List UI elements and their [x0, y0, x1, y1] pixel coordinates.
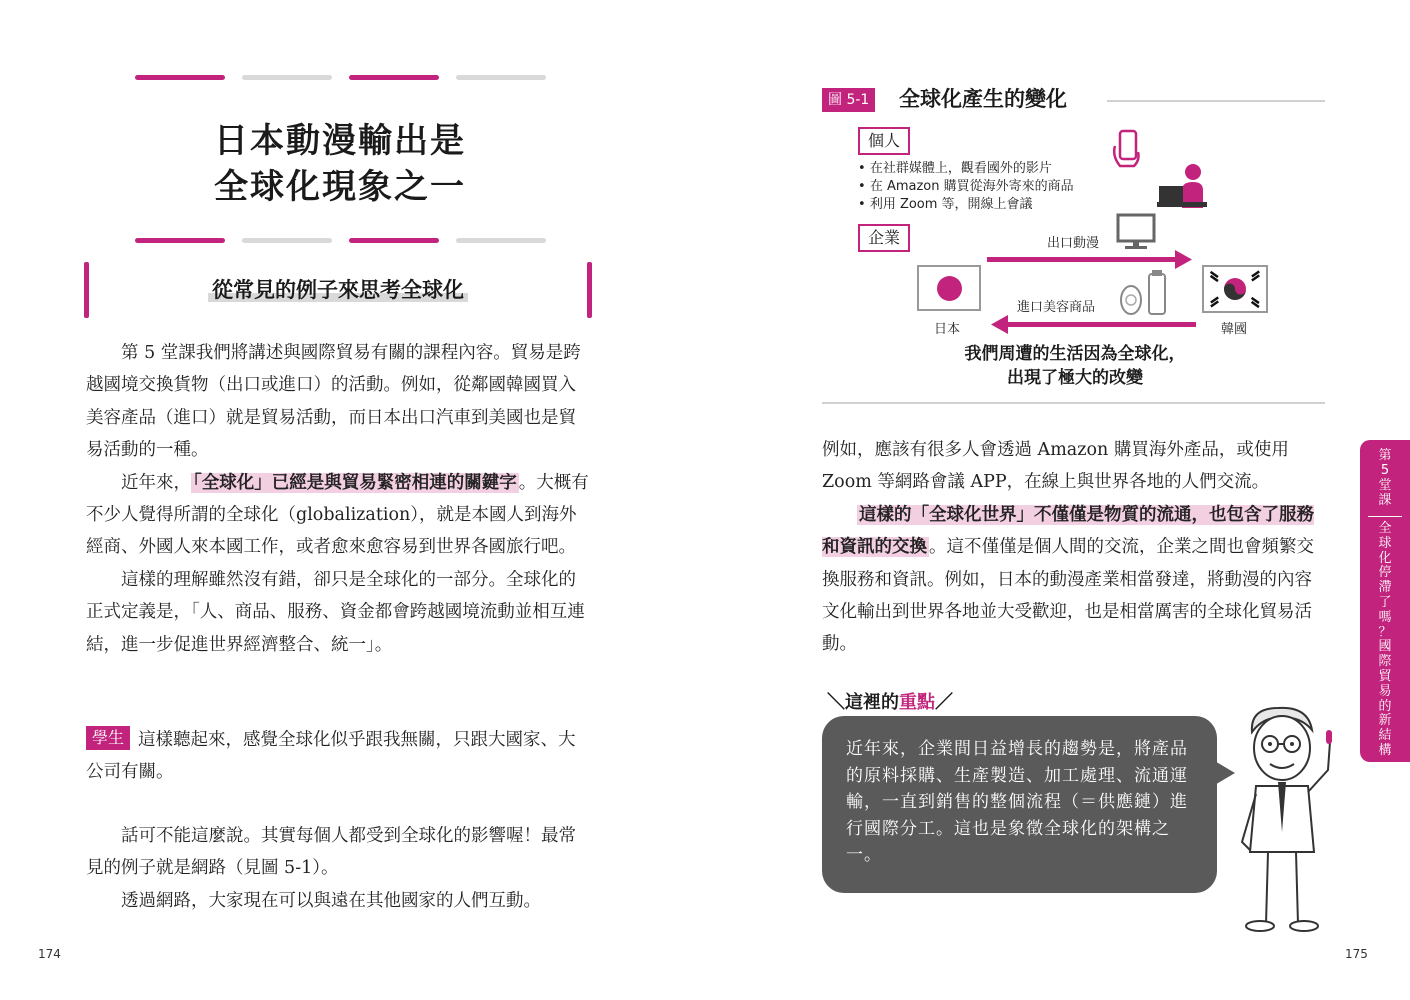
side-tab-topic: 全 球 化 停 滯 了 嗎 ？ 國 際 貿 易 的 新 結 構 [1378, 521, 1392, 758]
figure-bottom-rule [822, 402, 1325, 404]
speech-bubble-text: 近年來，企業間日益增長的趨勢是，將產品的原料採購、生產製造、加工處理、流通運輸，一直到銷售的整個流程（＝供應鏈）進行國際分工。這也是象徵全球化的架構之一。 [846, 739, 1188, 865]
monitor-icon [1115, 212, 1157, 252]
company-label: 企業 [858, 224, 910, 252]
paragraph-2: 近年來， 「全球化」已經是與貿易緊密相連的關鍵字 。大概有不少人覺得所謂的全球化（globalization），就是本國人到海外經商、外國人來本國工作，或者愈來愈容易到世界各國旅行吧。 [86, 472, 589, 558]
figure-label: 圖 5-1 [822, 88, 875, 112]
bullet-item: • 在 Amazon 購買從海外寄來的商品 [858, 178, 1074, 196]
paragraph-4: 話可不能這麼說。其實每個人都受到全球化的影響喔！最常見的例子就是網路（見圖 5-1）。 [86, 826, 576, 879]
person-laptop-icon [1157, 162, 1209, 212]
student-remark: 學生 這樣聽起來，感覺全球化似乎跟我無關，只跟大國家、大公司有關。 [86, 728, 576, 783]
page-number-right: 175 [1345, 947, 1368, 961]
japan-label: 日本 [934, 322, 961, 337]
bullet-item: • 在社群媒體上，觀看國外的影片 [858, 160, 1074, 178]
import-label: 進口美容商品 [1017, 300, 1096, 315]
paragraph-6: 例如，應該有很多人會透過 Amazon 購買海外產品，或使用 Zoom 等網路會議 APP，在線上與世界各地的人們交流。 [822, 440, 1289, 493]
paragraph-5: 透過網路，大家現在可以與遠在其他國家的人們互動。 [121, 890, 541, 911]
individual-label: 個人 [858, 127, 910, 155]
figure-caption: 我們周遭的生活因為全球化， 出現了極大的改變 [964, 344, 1186, 388]
left-body-text [86, 337, 590, 661]
korea-flag [1202, 265, 1268, 313]
left-body-text-2 [86, 820, 590, 917]
korea-label: 韓國 [1221, 322, 1248, 337]
paragraph-1: 第 5 堂課我們將講述與國際貿易有關的課程內容。貿易是跨越國境交換貨物（出口或進口）的活動。例如，從鄰國韓國買入美容產品（進口）就是貿易活動，而日本出口汽車到美國也是貿易活動的一種。 [86, 343, 581, 461]
individual-bullets [858, 160, 1074, 214]
smartphone-icon [1107, 128, 1147, 170]
chapter-title: 日本動漫輸出是 全球化現象之一 [214, 121, 466, 207]
japan-flag [917, 265, 981, 311]
student-tag: 學生 [86, 726, 130, 750]
paragraph-7: 這樣的「全球化世界」不僅僅是物質的流通，也包含了服務和資訊的交換 。這不僅僅是個人間的交流，企業之間也會頻繁交換服務和資訊。例如，日本的動漫產業相當發達，將動漫的內容文化輸出到世界各地並大受歡迎，也是相當厲害的全球化貿易活動。 [822, 504, 1314, 655]
right-page [705, 0, 1410, 1000]
key-point-heading: ＼這裡的重點／ [827, 692, 953, 713]
figure-rule [1107, 100, 1325, 102]
export-arrow [987, 250, 1193, 270]
side-tab-chapter: 第 5 堂 課 [1378, 448, 1392, 508]
speech-bubble [822, 716, 1217, 893]
import-arrow [990, 315, 1196, 335]
paragraph-3: 這樣的理解雖然沒有錯，卻只是全球化的一部分。全球化的正式定義是，「人、商品、服務、資金都會跨越國境流動並相互連結，進一步促進世界經濟整合、統一」。 [86, 569, 585, 655]
section-heading: 從常見的例子來思考全球化 [84, 262, 592, 318]
cosmetics-icon [1117, 270, 1173, 318]
chapter-side-tab [1360, 440, 1410, 762]
bottom-dash-divider [135, 238, 547, 243]
figure-title: 全球化產生的變化 [899, 87, 1067, 111]
highlight-text: 這樣的「全球化世界」不僅僅是物質的流通，也包含了服務和資訊的交換 [822, 504, 1314, 558]
export-label: 出口動漫 [1047, 236, 1100, 251]
professor-illustration [1230, 702, 1342, 934]
page-number-left: 174 [38, 947, 61, 961]
right-body-text [822, 434, 1327, 661]
bullet-item: • 利用 Zoom 等，開線上會議 [858, 196, 1074, 214]
top-dash-divider [135, 75, 547, 80]
highlight-text: 「全球化」已經是與貿易緊密相連的關鍵字 [193, 472, 517, 493]
